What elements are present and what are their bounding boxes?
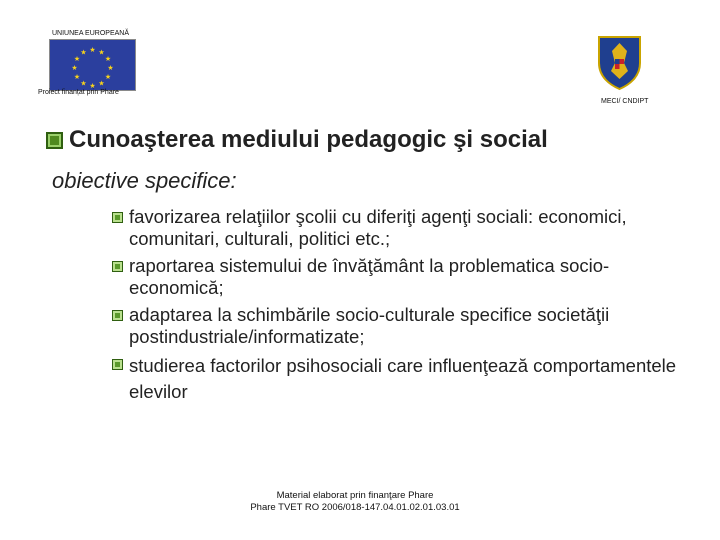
heading-text: Cunoaşterea mediului pedagogic şi social xyxy=(69,126,548,153)
svg-text:★: ★ xyxy=(73,74,81,81)
checkbox-bullet-icon xyxy=(46,132,63,149)
eu-title: UNIUNEA EUROPEANĂ xyxy=(52,30,130,37)
list-item xyxy=(112,255,702,299)
svg-text:★: ★ xyxy=(80,49,87,57)
romania-coat-of-arms-icon xyxy=(597,33,642,91)
footer-line-2: Phare TVET RO 2006/018-147.04.01.02.01.03.01 xyxy=(250,502,460,513)
svg-text:★: ★ xyxy=(71,65,78,72)
svg-text:★: ★ xyxy=(89,47,96,54)
eu-stars-icon xyxy=(50,40,135,90)
eu-flag-logo xyxy=(49,39,136,91)
list-item-text: adaptarea la schimbările socio-culturale specifice societăţii postindustriale/informatizate; xyxy=(129,304,610,347)
slide-heading xyxy=(46,126,706,154)
svg-text:★: ★ xyxy=(98,49,105,57)
svg-text:★: ★ xyxy=(80,80,87,88)
svg-text:★: ★ xyxy=(104,56,112,63)
footer xyxy=(0,490,710,514)
list-item xyxy=(112,206,702,250)
slide-subtitle: obiective specifice: xyxy=(52,168,237,193)
objectives-list xyxy=(112,206,702,410)
svg-text:★: ★ xyxy=(98,80,105,88)
list-item xyxy=(112,353,702,405)
svg-text:★: ★ xyxy=(104,74,112,81)
checkbox-bullet-icon xyxy=(112,212,123,223)
eu-subtitle: Proiect finanțat prin Phare xyxy=(38,89,119,96)
svg-text:★: ★ xyxy=(107,65,114,72)
list-item-text: favorizarea relaţiilor şcolii cu diferiţi agenţi sociali: economici, comunitari, culturali, politici etc.; xyxy=(129,206,627,249)
checkbox-bullet-icon xyxy=(112,359,123,370)
footer-line-1: Material elaborat prin finanţare Phare xyxy=(276,490,434,501)
svg-text:★: ★ xyxy=(73,56,81,63)
list-item-text: raportarea sistemului de învăţământ la problematica socio-economică; xyxy=(129,255,610,298)
checkbox-bullet-icon xyxy=(112,261,123,272)
list-item-text: studierea factorilor psihosociali care influenţează comportamentele elevilor xyxy=(129,355,677,402)
ministry-label: MECI/ CNDIPT xyxy=(601,98,649,105)
checkbox-bullet-icon xyxy=(112,310,123,321)
svg-text:★: ★ xyxy=(89,83,96,90)
list-item xyxy=(112,304,702,348)
